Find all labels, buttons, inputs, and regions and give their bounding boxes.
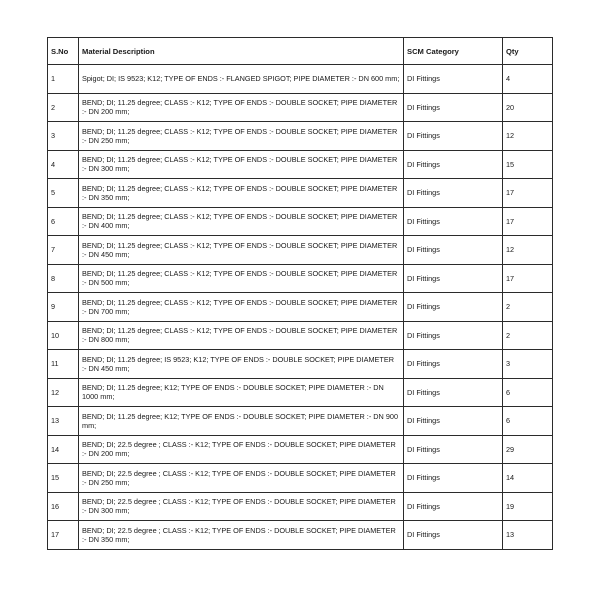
header-scm-category: SCM Category	[404, 38, 503, 65]
table-row	[48, 378, 553, 407]
table-row	[48, 321, 553, 350]
cell-qty: 15	[503, 150, 553, 179]
cell-sno: 10	[48, 321, 79, 350]
cell-material-description: BEND; DI; 22.5 degree ; CLASS :- K12; TYPE OF ENDS :- DOUBLE SOCKET; PIPE DIAMETER :- DN 350 mm;	[79, 521, 404, 550]
cell-sno: 3	[48, 122, 79, 151]
cell-scm-category: DI Fittings	[404, 179, 503, 208]
cell-sno: 17	[48, 521, 79, 550]
cell-material-description: BEND; DI; 11.25 degree; CLASS :- K12; TYPE OF ENDS :- DOUBLE SOCKET; PIPE DIAMETER :- DN 450 mm;	[79, 236, 404, 265]
header-qty: Qty	[503, 38, 553, 65]
cell-material-description: BEND; DI; 11.25 degree; K12; TYPE OF ENDS :- DOUBLE SOCKET; PIPE DIAMETER :- DN 900 mm;	[79, 407, 404, 436]
table-row	[48, 93, 553, 122]
cell-sno: 16	[48, 492, 79, 521]
cell-scm-category: DI Fittings	[404, 65, 503, 94]
table-row	[48, 207, 553, 236]
table-row	[48, 65, 553, 94]
cell-qty: 17	[503, 264, 553, 293]
header-material-description: Material Description	[79, 38, 404, 65]
table-row	[48, 264, 553, 293]
cell-scm-category: DI Fittings	[404, 207, 503, 236]
cell-sno: 12	[48, 378, 79, 407]
cell-scm-category: DI Fittings	[404, 150, 503, 179]
table-row	[48, 179, 553, 208]
cell-qty: 2	[503, 321, 553, 350]
cell-qty: 12	[503, 122, 553, 151]
cell-scm-category: DI Fittings	[404, 521, 503, 550]
table-row	[48, 150, 553, 179]
cell-qty: 17	[503, 207, 553, 236]
material-table	[47, 37, 553, 550]
cell-material-description: BEND; DI; 11.25 degree; CLASS :- K12; TYPE OF ENDS :- DOUBLE SOCKET; PIPE DIAMETER :- DN 800 mm;	[79, 321, 404, 350]
cell-scm-category: DI Fittings	[404, 378, 503, 407]
cell-qty: 12	[503, 236, 553, 265]
cell-material-description: BEND; DI; 11.25 degree; CLASS :- K12; TYPE OF ENDS :- DOUBLE SOCKET; PIPE DIAMETER :- DN 300 mm;	[79, 150, 404, 179]
cell-sno: 9	[48, 293, 79, 322]
cell-scm-category: DI Fittings	[404, 350, 503, 379]
cell-qty: 6	[503, 407, 553, 436]
cell-qty: 6	[503, 378, 553, 407]
table-row	[48, 293, 553, 322]
table-row	[48, 122, 553, 151]
cell-material-description: BEND; DI; 11.25 degree; CLASS :- K12; TYPE OF ENDS :- DOUBLE SOCKET; PIPE DIAMETER :- DN 250 mm;	[79, 122, 404, 151]
cell-material-description: BEND; DI; 11.25 degree; CLASS :- K12; TYPE OF ENDS :- DOUBLE SOCKET; PIPE DIAMETER :- DN 400 mm;	[79, 207, 404, 236]
cell-qty: 2	[503, 293, 553, 322]
table-row	[48, 350, 553, 379]
cell-qty: 20	[503, 93, 553, 122]
cell-sno: 6	[48, 207, 79, 236]
cell-qty: 17	[503, 179, 553, 208]
cell-qty: 19	[503, 492, 553, 521]
cell-qty: 3	[503, 350, 553, 379]
table-row	[48, 492, 553, 521]
cell-sno: 15	[48, 464, 79, 493]
cell-sno: 14	[48, 435, 79, 464]
cell-scm-category: DI Fittings	[404, 122, 503, 151]
table-header	[48, 38, 553, 65]
table-row	[48, 521, 553, 550]
cell-scm-category: DI Fittings	[404, 236, 503, 265]
cell-scm-category: DI Fittings	[404, 321, 503, 350]
cell-material-description: BEND; DI; 11.25 degree; CLASS :- K12; TYPE OF ENDS :- DOUBLE SOCKET; PIPE DIAMETER :- DN 500 mm;	[79, 264, 404, 293]
table-row	[48, 435, 553, 464]
cell-scm-category: DI Fittings	[404, 492, 503, 521]
cell-sno: 4	[48, 150, 79, 179]
header-row	[48, 38, 553, 65]
cell-scm-category: DI Fittings	[404, 464, 503, 493]
cell-sno: 8	[48, 264, 79, 293]
cell-material-description: BEND; DI; 11.25 degree; CLASS :- K12; TYPE OF ENDS :- DOUBLE SOCKET; PIPE DIAMETER :- DN 350 mm;	[79, 179, 404, 208]
cell-sno: 2	[48, 93, 79, 122]
cell-material-description: BEND; DI; 11.25 degree; K12; TYPE OF ENDS :- DOUBLE SOCKET; PIPE DIAMETER :- DN 1000 mm;	[79, 378, 404, 407]
cell-sno: 1	[48, 65, 79, 94]
cell-material-description: BEND; DI; 11.25 degree; CLASS :- K12; TYPE OF ENDS :- DOUBLE SOCKET; PIPE DIAMETER :- DN 700 mm;	[79, 293, 404, 322]
table-row	[48, 236, 553, 265]
cell-material-description: BEND; DI; 11.25 degree; IS 9523; K12; TYPE OF ENDS :- DOUBLE SOCKET; PIPE DIAMETER :- DN 450 mm;	[79, 350, 404, 379]
header-sno: S.No	[48, 38, 79, 65]
table-row	[48, 464, 553, 493]
table-row	[48, 407, 553, 436]
cell-qty: 13	[503, 521, 553, 550]
cell-material-description: BEND; DI; 22.5 degree ; CLASS :- K12; TYPE OF ENDS :- DOUBLE SOCKET; PIPE DIAMETER :- DN 300 mm;	[79, 492, 404, 521]
table-body	[48, 65, 553, 550]
cell-scm-category: DI Fittings	[404, 407, 503, 436]
cell-qty: 14	[503, 464, 553, 493]
cell-scm-category: DI Fittings	[404, 93, 503, 122]
cell-qty: 4	[503, 65, 553, 94]
cell-scm-category: DI Fittings	[404, 293, 503, 322]
cell-material-description: BEND; DI; 11.25 degree; CLASS :- K12; TYPE OF ENDS :- DOUBLE SOCKET; PIPE DIAMETER :- DN 200 mm;	[79, 93, 404, 122]
cell-sno: 13	[48, 407, 79, 436]
cell-scm-category: DI Fittings	[404, 435, 503, 464]
cell-sno: 11	[48, 350, 79, 379]
cell-scm-category: DI Fittings	[404, 264, 503, 293]
cell-sno: 7	[48, 236, 79, 265]
cell-sno: 5	[48, 179, 79, 208]
cell-material-description: BEND; DI; 22.5 degree ; CLASS :- K12; TYPE OF ENDS :- DOUBLE SOCKET; PIPE DIAMETER :- DN 250 mm;	[79, 464, 404, 493]
cell-material-description: Spigot; DI; IS 9523; K12; TYPE OF ENDS :- FLANGED SPIGOT; PIPE DIAMETER :- DN 600 mm;	[79, 65, 404, 94]
cell-qty: 29	[503, 435, 553, 464]
cell-material-description: BEND; DI; 22.5 degree ; CLASS :- K12; TYPE OF ENDS :- DOUBLE SOCKET; PIPE DIAMETER :- DN 200 mm;	[79, 435, 404, 464]
